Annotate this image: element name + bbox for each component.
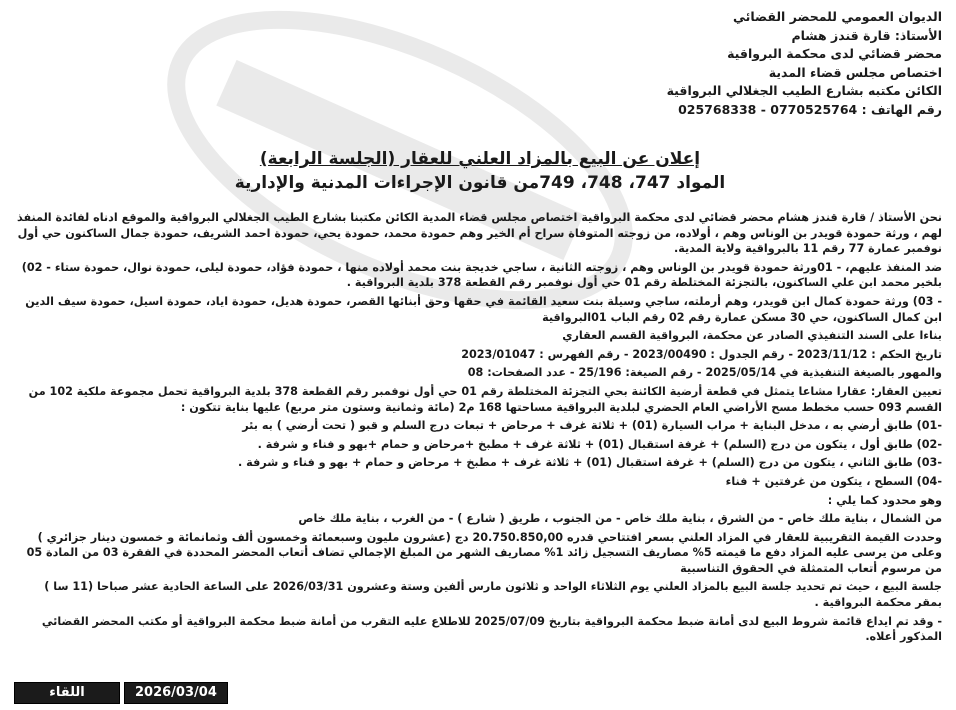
publication-footer — [14, 683, 228, 703]
paragraph-boundaries-intro: وهو محدود كما يلي : — [827, 493, 942, 507]
paragraph-judgment-date: تاريخ الحكم : 2023/11/12 - رقم الجدول : 2023/00490 - رقم الفهرس : 2023/01047 — [461, 347, 942, 361]
paragraph-second-floor: -03) طابق الثاني ، يتكون من درج (السلم) + غرفة استقبال (01) + ثلاثة غرف + مطبخ + مرحاض و حمام + بهو و فناء و شرفة . — [238, 456, 942, 470]
paragraph-first-floor: -02) طابق أول ، يتكون من درج (السلم) + غرفة استقبال (01) + ثلاثة غرف + مطبخ +مرحاض و حمام +بهو و فناء و شرفة . — [257, 437, 942, 451]
paragraph-defendants-1: ضد المنفذ عليهم، - 01ورثة حمودة قويدر بن الوناس وهم ، زوجته الثانية ، ساجي خديجة بنت محمد أولاده منها ، حمودة فؤاد، حمودة ليلى، حمودة نوال، حمودة ستاء - 02) بلخير محمد ابن علي الساكنون، بالتجزئة المختلطة رقم 01 حي أول نوفمبر رقم القطعة 378 بلدية البرواقية . — [21, 260, 942, 290]
paragraph-roof: -04) السطح ، يتكون من غرفتين + فناء — [725, 474, 942, 488]
header-line-bailiff: الأستاذ: قارة قندز هشام — [791, 27, 942, 43]
paragraph-enforcement-title: بناءا على السند التنفيذي الصادر عن محكمة، البرواقية القسم العقاري — [562, 329, 942, 343]
paragraph-conditions-deposit: - وقد تم ايداع قائمة شروط البيع لدى أمانة ضبط محكمة البرواقية بتاريخ 2025/07/09 للاطلاع عليه التقرب من أمانة ضبط محكمة البرواقية أو مكتب المحضر القضائي المذكور أعلاه. — [41, 614, 942, 644]
paragraph-sale-session: جلسة البيع ، حيث تم تحديد جلسة البيع بالمزاد العلني يوم الثلاثاء الواحد و ثلاثون مارس ألفين وستة وعشرون 2026/03/31 على الساعة الحادية عشر صباحا (11 سا ) بمقر محكمة البرواقية . — [44, 580, 942, 610]
header-line-address: الكائن مكتبه بشارع الطيب الجغلالي البرواقية — [666, 83, 942, 99]
announcement-subtitle: المواد 747، 748، 749من قانون الإجراءات المدنية والإدارية — [234, 173, 726, 193]
paragraph-ground-floor: -01) طابق أرضي به ، مدخل البناية + مراب السيارة (01) + ثلاثة غرف + مرحاض + تبعات درج السلم و قبو ( تحت أرضي ) به بئر — [242, 419, 942, 433]
paragraph-defendants-2: - 03) ورثة حمودة كمال ابن قويدر، وهم أرملته، ساجي وسيلة بنت سعيد القائمة في حقها وحق أبنائها القصر، حمودة هديل، حمودة اياد، حمودة اسيل، حمودة سيف الدين ابن كمال الساكنون، حي 30 مسكن عمارة رقم 02 رقم الباب 01البرواقية — [25, 294, 942, 324]
announcement-body — [14, 210, 942, 648]
header-phone — [382, 101, 942, 120]
header-line-court: محضر قضائي لدى محكمة البرواقية — [727, 46, 942, 62]
paragraph-opening-price: وحددت القيمة التقريبية للعقار في المزاد العلني بسعر افتتاحي قدره 20.750.850,00 دج (عشرون مليون وسبعمائة وخمسون ألف وثمانمائة و خمسون دينار جزائري ) وعلى من يرسى عليه المزاد دفع ما قيمته 5% مصاريف التسجيل زائد 1% مصاريف الشهر من المبلغ الإجمالي تضاف أتعاب المحضر المحددة في الفقرة 03 من المادة 05 من مرسوم أتعاب المتمثلة في الحقوق التناسبية — [26, 530, 942, 575]
paragraph-claimants: نحن الأستاذ / قارة قندز هشام محضر قضائي لدى محكمة البرواقية اختصاص مجلس قضاء المدية الكائن مكتبنا بشارع الطيب الجغلالي البرواقية والموقع ادناه لفائدة المنفذ لهم ، ورثة حمودة قويدر بن الوناس وهم ، أولاده، من زوجته المتوفاة سراح أم الخير وهم حمودة محمد، حمودة يحي، حمودة احمد الشريف، حمودة جمال الساكنون حي أول نوفمبر عمارة 77 رقم 11 بالبرواقية ولاية المدية. — [16, 211, 942, 256]
newspaper-tag: اللقاء — [14, 682, 120, 704]
paragraph-property-description: تعيين العقار: عقارا مشاعا يتمثل في قطعة أرضية الكائنة بحي التجزئة المختلطة رقم 01 حي أول نوفمبر رقم القطعة 378 بلدية البرواقية تحمل مجموعة ملكية 102 من القسم 093 حسب مخطط مسح الأراضي العام الحضري لبلدية البرواقية مساحتها 168 م2 (مائة وثمانية وستون متر مربع) عليها بناية تتكون : — [28, 384, 942, 414]
paragraph-executive-form: والمهور بالصيغة التنفيذية في 2025/05/14 - رقم الصيغة: 25/196 - عدد الصفحات: 08 — [467, 366, 942, 380]
phone-value: 025768338 - 0770525764 — [678, 101, 858, 117]
office-header — [382, 8, 942, 120]
paragraph-boundaries: من الشمال ، بناية ملك خاص - من الشرق ، بناية ملك خاص - من الجنوب ، طريق ( شارع ) - من الغرب ، بناية ملك خاص — [298, 512, 942, 526]
header-line-office: الديوان العمومي للمحضر القضائي — [733, 9, 942, 24]
announcement-title: إعلان عن البيع بالمزاد العلني للعقار (الجلسة الرابعة) — [259, 149, 701, 169]
publication-date: 2026/03/04 — [124, 682, 228, 704]
phone-label: رقم الهاتف : — [861, 101, 942, 117]
header-line-jurisdiction: اختصاص مجلس قضاء المدية — [768, 64, 942, 80]
